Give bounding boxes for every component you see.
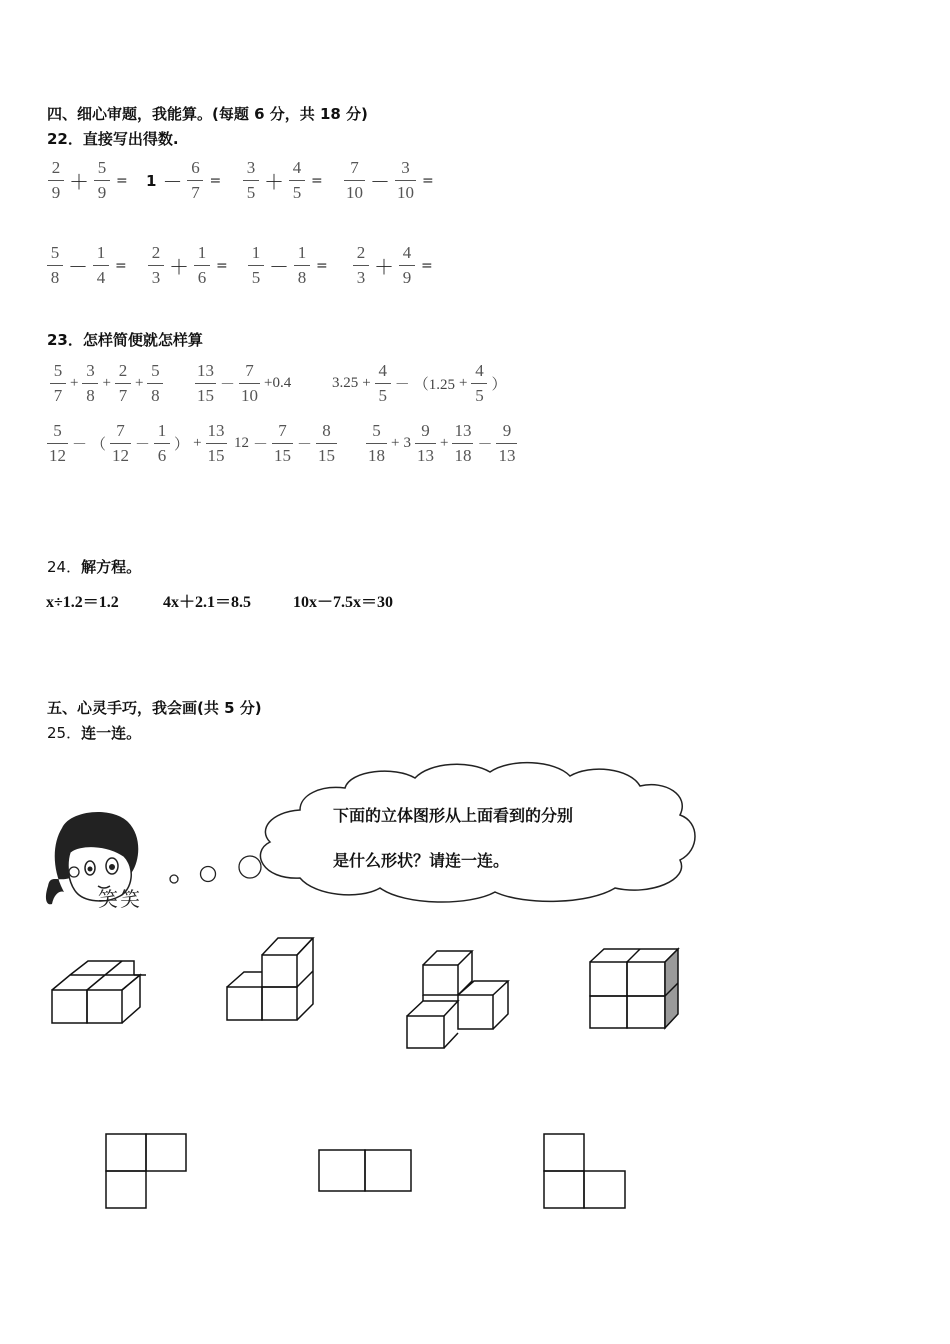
q23-label: 23．怎样简便就怎样算 <box>47 331 203 349</box>
fraction: $\frac{2}{3}$ <box>148 243 164 288</box>
q22-item-6: $\frac{2}{3}$ ＋ $\frac{1}{6}$ = <box>146 243 228 288</box>
q22-label: 22．直接写出得数. <box>47 130 179 148</box>
q22-item-4: $\frac{7}{10}$ － $\frac{3}{10}$ = <box>346 158 434 202</box>
bubble-text-line-2: 是什么形状？请连一连。 <box>333 851 510 870</box>
q23-expression-5: 12 － $\frac{7}{15}$ － $\frac{8}{15}$ <box>234 421 336 465</box>
fraction: $\frac{4}{9}$ <box>399 243 415 288</box>
fraction: $\frac{3}{5}$ <box>243 158 259 203</box>
q23-expression-3: 3.25 + $\frac{4}{5}$ － （1.25 + $\frac{4}{5}$ ） <box>332 361 507 405</box>
q25-label: 25．连一连。 <box>47 724 142 742</box>
fraction: $\frac{1}{5}$ <box>248 243 264 288</box>
q22-item-7: $\frac{1}{5}$ － $\frac{1}{8}$ = <box>246 243 328 288</box>
q22-item-8: $\frac{2}{3}$ ＋ $\frac{4}{9}$ = <box>351 243 433 288</box>
q22-item-3: $\frac{3}{5}$ ＋ $\frac{4}{5}$ = <box>241 158 323 203</box>
fraction: $\frac{1}{4}$ <box>93 243 109 288</box>
fraction: $\frac{7}{10}$ <box>346 158 363 202</box>
fraction: $\frac{1}{6}$ <box>194 243 210 288</box>
q23-expression-2: $\frac{13}{15}$ － $\frac{7}{10}$ +0.4 <box>197 361 292 405</box>
q24-equation-2: 4x＋2.1＝8.5 <box>163 594 252 611</box>
character-name-label: 笑笑 <box>98 887 142 911</box>
q23-expression-6: $\frac{5}{18}$ + 3 $\frac{9}{13}$ + $\frac{13}{18}$ － $\frac{9}{13}$ <box>368 421 516 465</box>
section-4-title: 四、细心审题，我能算。(每题 6 分，共 18 分) <box>47 105 368 123</box>
q22-item-1: $\frac{2}{9}$ ＋ $\frac{5}{9}$ = <box>46 158 128 203</box>
section-5-title: 五、心灵手巧，我会画(共 5 分) <box>47 699 262 717</box>
q22-item-2: 1 － $\frac{6}{7}$ = <box>146 158 222 202</box>
fraction: $\frac{3}{10}$ <box>397 158 414 202</box>
top-view-shape-1 <box>106 1134 186 1208</box>
bubble-text-line-1: 下面的立体图形从上面看到的分别 <box>333 806 574 825</box>
fraction: $\frac{2}{3}$ <box>353 243 369 288</box>
q24-label: 24．解方程。 <box>47 558 142 576</box>
q23-expression-1: $\frac{5}{7}$ + $\frac{3}{8}$ + $\frac{2}{7}$ + $\frac{5}{8}$ <box>48 361 165 406</box>
q22-item-5: $\frac{5}{8}$ － $\frac{1}{4}$ = <box>45 243 127 288</box>
fraction: $\frac{5}{9}$ <box>94 158 110 203</box>
top-view-shape-3 <box>544 1134 625 1208</box>
fraction: $\frac{2}{9}$ <box>48 158 64 203</box>
q23-expression-4: $\frac{5}{12}$ － （ $\frac{7}{12}$ － $\frac{1}{6}$ ） + $\frac{13}{15}$ <box>49 421 225 465</box>
fraction: $\frac{6}{7}$ <box>187 158 203 203</box>
fraction: $\frac{1}{8}$ <box>294 243 310 288</box>
q24-equation-1: x÷1.2＝1.2 <box>46 594 119 611</box>
fraction: $\frac{4}{5}$ <box>289 158 305 203</box>
q24-equation-3: 10x－7.5x＝30 <box>293 594 394 611</box>
fraction: $\frac{5}{8}$ <box>47 243 63 288</box>
top-view-shape-2 <box>319 1150 411 1191</box>
